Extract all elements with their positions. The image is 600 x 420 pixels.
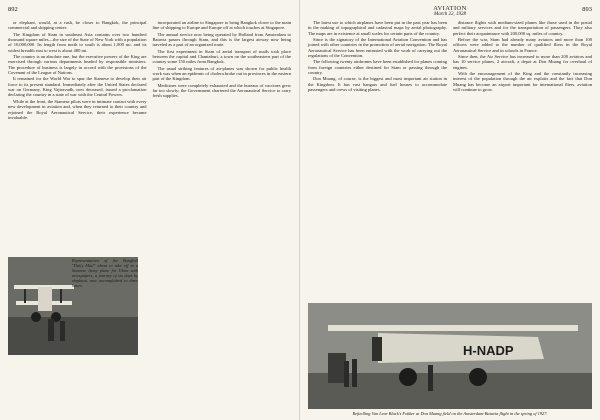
- issue-date: March 22, 1928: [434, 12, 466, 17]
- paragraph: With the encouragement of the King and the constantly increasing interest of the population through the air exploits and the fact that Don Muang has become an airport important for international fliers, aviation will continue to grow.: [453, 71, 592, 93]
- left-page-number: 892: [8, 6, 18, 13]
- left-column-2: [153, 20, 292, 121]
- paragraph: The annual service now being operated by Holland from Amsterdam to Batavia passes through Siam, and this is the largest airway now being traveled as a part of an organized route.: [152, 31, 291, 48]
- left-running-head: [8, 4, 291, 20]
- paragraph: The usual striking features of air-planes was shown for public health work was when an epidemic of cholera broke out in provinces in the eastern part of the Kingdom.: [152, 65, 292, 82]
- paragraph: or elephant, would, at a rush, be closer to Bangkok, the principal commercial and shipping center.: [8, 20, 147, 31]
- left-figure-caption: Representatives of the Bangkok "Daily Mail" about to take off in a Siamese Army plane for Ubon with newspapers, a journey of six days by elephant, now accomplished in three hours.: [72, 258, 138, 288]
- right-running-head: [308, 4, 592, 20]
- paragraph: The first experiment in Siam of aerial transport of mails took place between the capital and Chantaburi, a town on the southeastern part of the country some 150 miles from Bangkok.: [152, 48, 291, 65]
- paragraph: Don Muang, of course, is the biggest and most important air station in the Kingdom. It has vast hangars and fuel houses to accommodate passengers and crews of visiting planes.: [308, 76, 447, 93]
- section-title: AVIATION: [433, 5, 467, 12]
- paragraph: Since then, the Air Service has increased to more than 200 aviators and has 10 service planes, 2 aircraft, a depot at Don Muang for overhaul of engines.: [453, 54, 592, 70]
- right-column-2: [453, 20, 592, 93]
- right-column-1: [308, 20, 447, 93]
- paragraph: It remained for the World War to spur the Siamese to develop their air force to its present standard. Immediately after the United States declared war on Germany, King Vajiravudh, now deceased, issued a proclamation declaring the country in a state of war with the Central Powers.: [8, 76, 147, 98]
- paragraph: Medicines were completely exhausted and the bureaus of vaccines grew far too slowly; the Government chartered the Aeronautical Service to carry fresh supplies.: [152, 82, 291, 99]
- right-figure-caption: Refuelling Van Lear Black's Fokker at Don Muang field on the Amsterdam-Batavia flight in the spring of 1927.: [352, 411, 548, 416]
- paragraph: The latest use to which airplanes have been put in the past year has been in the making of topographical and cadastral maps by aerial photography. The maps are in existence at small scales for certain parts of the country.: [308, 20, 447, 36]
- paragraph: Since is the signatory of the International Aviation Convention and has joined with other countries in the promotion of aerial navigation. The Royal Aeronautical Service has been entrusted with the work of carrying out the regulations of the Convention.: [308, 37, 447, 59]
- right-page-number: 893: [582, 6, 592, 13]
- paragraph: The country is an absolute one, but the executive powers of the King are exercised through various departments headed by responsible ministers. The procedure of business is largely in accord with the provisions of the Covenant of the League of Nations.: [8, 54, 147, 76]
- paragraph: While at the front, the Siamese pilots were in intimate contact with every new development in aviation and, when they returned to their country and rejoined the Royal Aeronautical Service, their experience became invaluable.: [8, 98, 147, 120]
- paragraph: distance flights with medium-sized planes like those used in the postal and military services and for the transportation of passengers. They also perfect their acquaintance with 200,000 sq. miles of country.: [453, 20, 592, 36]
- paragraph: The Kingdom of Siam in southeast Asia contains over two hundred thousand square miles—the size of the State of New York with a population of 10,000,000. Its length from north to south is about 1,000 mi. and its widest breadth east to west is about 480 mi.: [8, 31, 147, 53]
- plane-registration: H-NADP: [463, 343, 514, 358]
- paragraph: The following twenty airdromes have been established for planes coming from foreign countries either destined for Siam or passing through the country.: [308, 59, 447, 76]
- paragraph: incorporated an airline to Singapore to bring Bangkok closer to the main line of shipping to Europe and Europe off at which touches at Singapore.: [152, 20, 291, 31]
- right-photo-fokker: [308, 303, 592, 409]
- right-columns: [308, 20, 592, 93]
- left-columns: [8, 20, 291, 121]
- paragraph: Before the war, Siam had already many aviators and more than 100 officers were added to the number of qualified fliers in the Royal Aeronautical Service and in schools in France.: [453, 37, 592, 53]
- right-page: [300, 0, 600, 420]
- left-column-1: [8, 20, 147, 121]
- fokker-photo: [308, 303, 592, 409]
